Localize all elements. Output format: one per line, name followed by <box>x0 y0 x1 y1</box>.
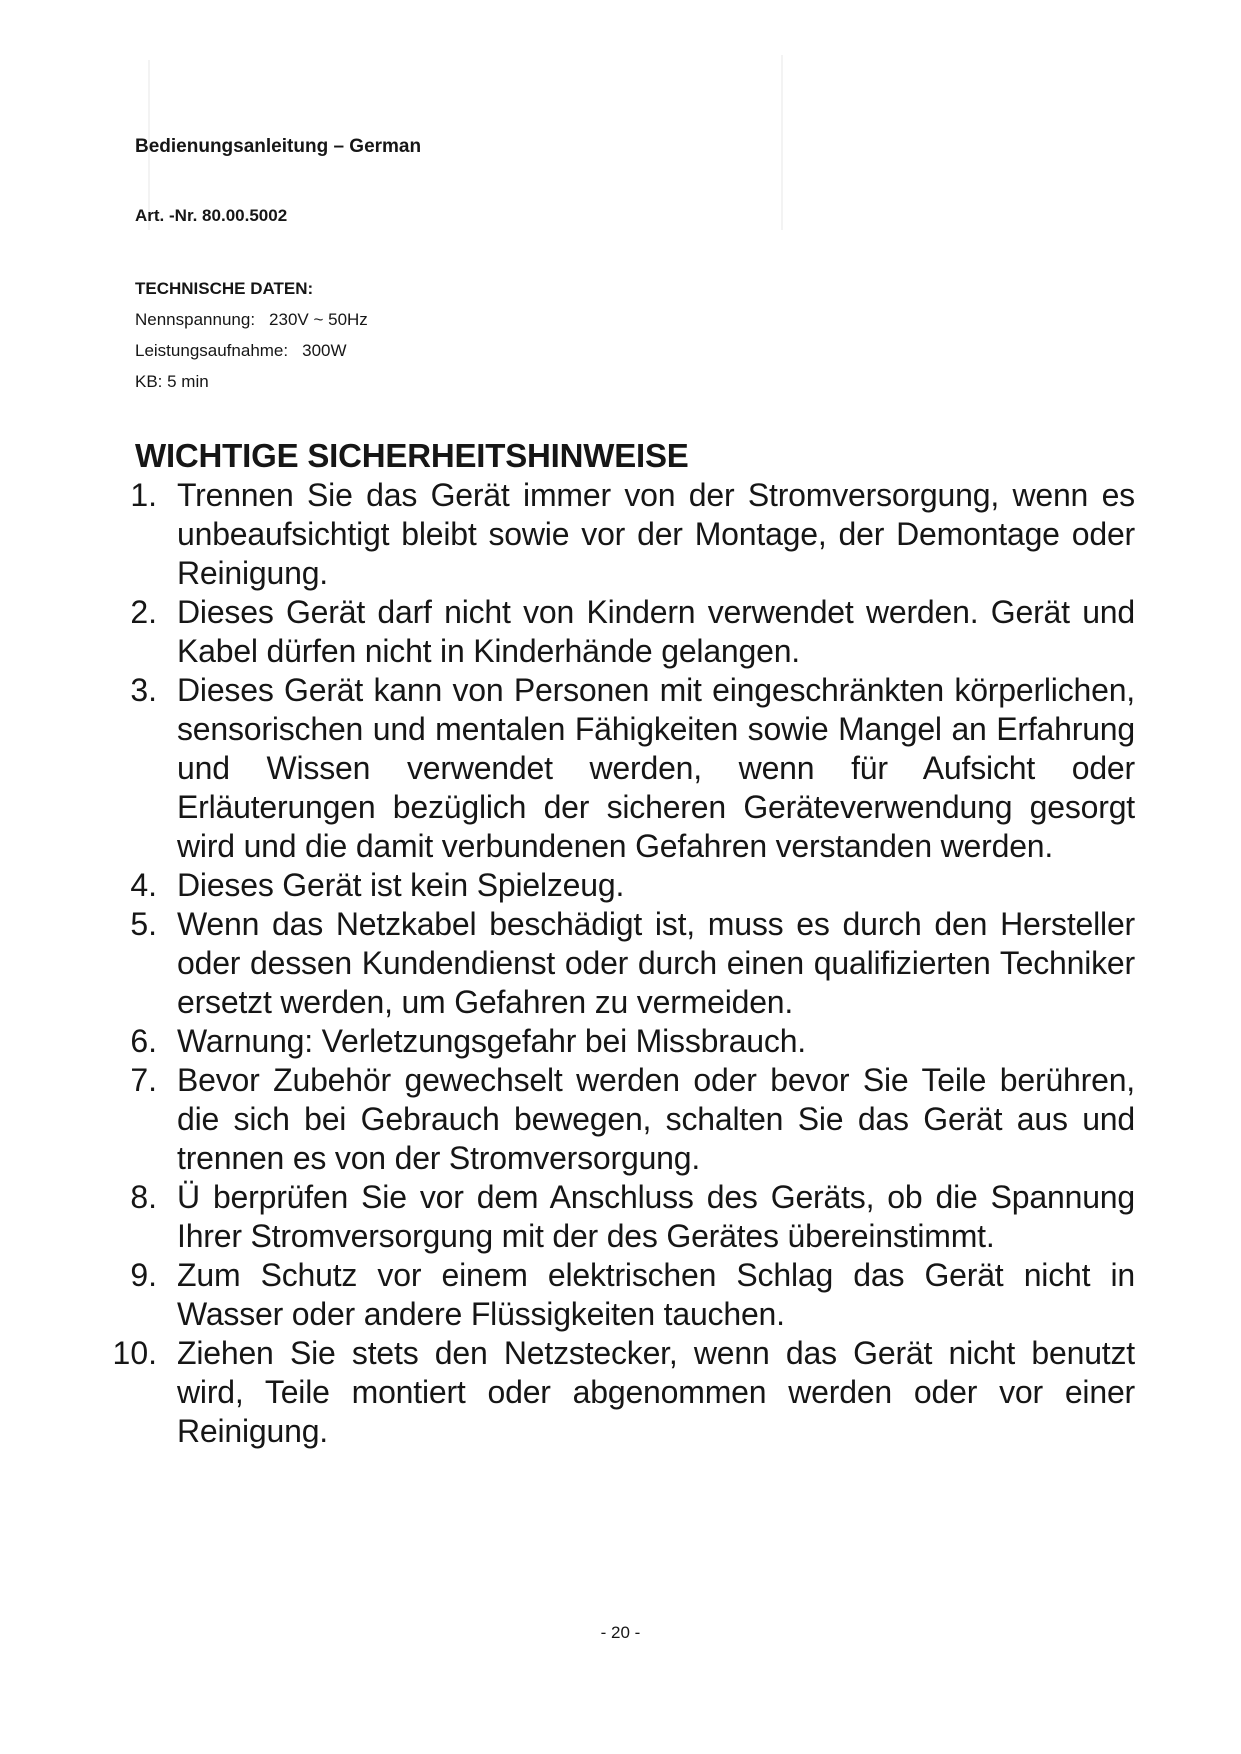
list-item <box>105 1334 1135 1451</box>
page-number: - 20 - <box>600 1623 641 1642</box>
item-number: 6. <box>130 1023 157 1059</box>
tech-value: 230V ~ 50Hz <box>269 310 368 329</box>
list-item <box>105 1022 1135 1061</box>
tech-row-voltage <box>135 309 735 340</box>
tech-row-power <box>135 340 735 371</box>
item-text: Wenn das Netzkabel beschädigt ist, muss es durch den Hersteller oder dessen Kundendienst oder durch einen qualifizierten Techniker ersetzt werden, um Gefahren zu vermeiden. <box>177 906 1135 1020</box>
list-item <box>105 905 1135 1022</box>
list-item <box>105 1061 1135 1178</box>
item-number: 1. <box>130 477 157 513</box>
tech-row-duty-cycle <box>135 371 735 402</box>
tech-label: KB: 5 min <box>135 372 209 391</box>
item-text: Dieses Gerät kann von Personen mit eingeschränkten körperlichen, sensorischen und mentalen Fähigkeiten sowie Mangel an Erfahrung und Wissen verwendet werden, wenn für Aufsicht oder Erläuterungen bezüglich der sicheren Geräteverwendung gesorgt wird und die damit verbundenen Gefahren verstanden werden. <box>177 672 1135 864</box>
item-text: Zum Schutz vor einem elektrischen Schlag das Gerät nicht in Wasser oder andere Flüssigkeiten tauchen. <box>177 1257 1135 1332</box>
item-number: 2. <box>130 594 157 630</box>
item-text: Trennen Sie das Gerät immer von der Stromversorgung, wenn es unbeaufsichtigt bleibt sowie vor der Montage, der Demontage oder Reinigung. <box>177 477 1135 591</box>
technical-data-heading: TECHNISCHE DATEN: <box>135 279 314 298</box>
safety-heading: WICHTIGE SICHERHEITSHINWEISE <box>135 437 689 474</box>
item-text: Dieses Gerät darf nicht von Kindern verwendet werden. Gerät und Kabel dürfen nicht in Kinderhände gelangen. <box>177 594 1135 669</box>
list-item <box>105 671 1135 866</box>
item-number: 9. <box>130 1257 157 1293</box>
item-number: 3. <box>130 672 157 708</box>
list-item <box>105 1256 1135 1334</box>
item-number: 4. <box>130 867 157 903</box>
list-item <box>105 1178 1135 1256</box>
tech-label: Nennspannung: <box>135 310 256 329</box>
article-number: Art. -Nr. 80.00.5002 <box>135 206 288 225</box>
safety-instructions-list <box>105 476 1135 1451</box>
item-text: Dieses Gerät ist kein Spielzeug. <box>177 867 625 903</box>
document-title: Bedienungsanleitung – German <box>135 136 422 157</box>
tech-value: 300W <box>302 341 347 360</box>
list-item <box>105 476 1135 593</box>
item-text: Ziehen Sie stets den Netzstecker, wenn das Gerät nicht benutzt wird, Teile montiert oder abgenommen werden oder vor einer Reinigung. <box>177 1335 1135 1449</box>
item-number: 8. <box>130 1179 157 1215</box>
technical-data <box>135 278 735 402</box>
item-number: 7. <box>130 1062 157 1098</box>
item-number: 10. <box>112 1335 157 1371</box>
list-item <box>105 866 1135 905</box>
list-item <box>105 593 1135 671</box>
item-number: 5. <box>130 906 157 942</box>
scan-artifact <box>781 55 783 230</box>
item-text: Bevor Zubehör gewechselt werden oder bevor Sie Teile berühren, die sich bei Gebrauch bewegen, schalten Sie das Gerät aus und trennen es von der Stromversorgung. <box>177 1062 1135 1176</box>
tech-label: Leistungsaufnahme: <box>135 341 289 360</box>
item-text: Ü berprüfen Sie vor dem Anschluss des Geräts, ob die Spannung Ihrer Stromversorgung mit der des Gerätes übereinstimmt. <box>177 1179 1135 1254</box>
item-text: Warnung: Verletzungsgefahr bei Missbrauch. <box>177 1023 806 1059</box>
